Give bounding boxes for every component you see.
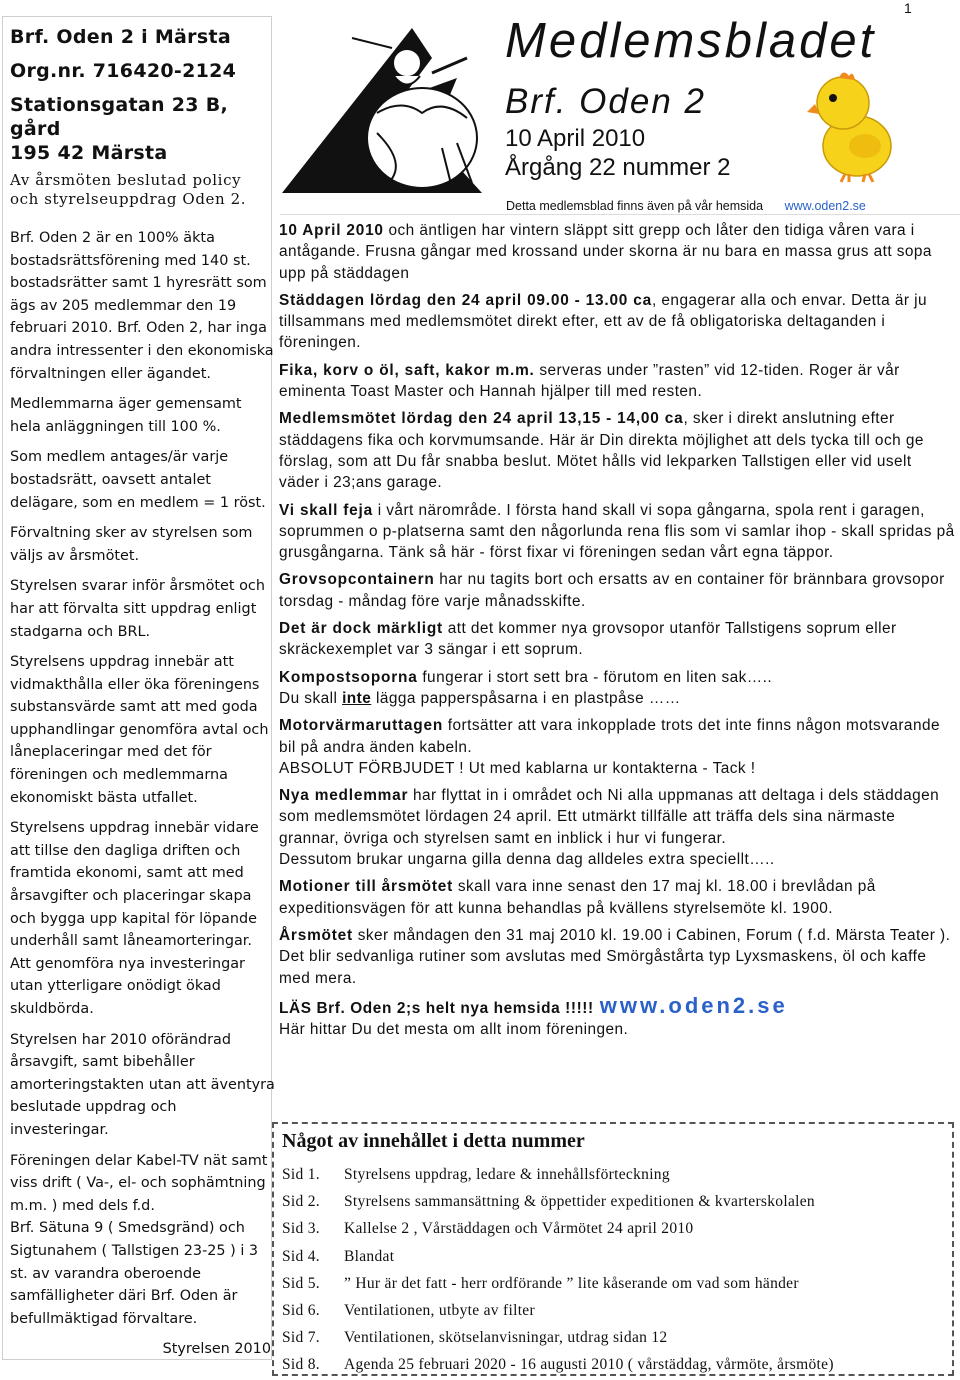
toc-text: Ventilationen, utbyte av filter (344, 1302, 535, 1320)
refreshments-heading: Fika, korv o öl, saft, kakor m.m. (279, 361, 535, 379)
sidebar-paragraph: Styrelsen svarar inför årsmötet och har att förvalta sitt uppdrag enligt stadgarna och BRL. (10, 578, 265, 640)
engine-heater-paragraph (279, 715, 955, 779)
new-members-text-2: Dessutom brukar ungarna gilla denna dag alldeles extra speciellt….. (279, 851, 775, 869)
sidebar-paragraph: Att genomföra nya investeringar utan ytterligare onödigt ökad skuldbörda. (10, 955, 245, 1017)
strange-paragraph (279, 618, 955, 661)
motions-paragraph (279, 876, 955, 919)
easter-chick-icon (805, 68, 895, 183)
bulky-waste-text: har nu tagits bort och ersatts av en container för brännbara grovsopor torsdag - måndag före varje månadsskifte. (279, 571, 945, 610)
toc-item (282, 1215, 952, 1242)
sidebar-paragraph: Styrelsens uppdrag innebär att vidmakthålla eller öka föreningens substansvärde samt att med goda upphandlingar genomföra avtal och låneplaceringar med det för föreningen och medlemmarna ekonomiskt bästa utfallet. (10, 654, 269, 806)
website-link[interactable]: www.oden2.se (784, 199, 866, 213)
toc-item (282, 1243, 952, 1270)
sidebar-paragraph: Styrelsen har 2010 oförändrad årsavgift, samt bibehåller amorteringstakten utan att äventyra beslutade uppdrag och investeringar. (10, 1031, 275, 1138)
new-members-paragraph (279, 785, 955, 870)
toc-page: Sid 2. (282, 1193, 320, 1211)
compost-text-2b: lägga papperspåsarna i en plastpåse …… (371, 689, 681, 707)
address-line-1: Stationsgatan 23 B, gård (10, 94, 228, 140)
engine-heater-heading: Motorvärmaruttagen (279, 717, 444, 735)
member-meeting-text: , sker i direkt anslutning efter städdagens fika och korvmumsande. Här är Din direkta möjlighet att dels tycka till och ge förslag, som att Du får snabba beslut. Mötet hålls vid lekparken Tallstigen eller vid uselt väder i 23;ans garage. (279, 410, 924, 492)
toc-page: Sid 1. (282, 1166, 320, 1183)
odin-logo-icon (282, 18, 497, 198)
refreshments-paragraph (279, 360, 955, 403)
sidebar-paragraph: Som medlem antages/är varje bostadsrätt, oavsett antalet delägare, som en medlem = 1 röst. (10, 449, 266, 511)
signature: Styrelsen 2010 (162, 1341, 271, 1358)
toc-item (282, 1297, 952, 1324)
compost-underline: inte (342, 689, 372, 707)
org-name: Brf. Oden 2 i Märsta (10, 26, 231, 48)
annual-meeting-text: sker måndagen den 31 maj 2010 kl. 19.00 i Cabinen, Forum ( f.d. Märsta Teater ). Det blir sedvanliga rutiner som avslutas med Smörgåstårta typ Lyxsmaskens, öl och kaffe med mera. (279, 926, 951, 987)
header-divider (280, 214, 960, 215)
intro-date: 10 April 2010 (279, 222, 384, 239)
toc-title: Något av innehållet i detta nummer (282, 1130, 585, 1152)
sidebar-paragraph: Medlemmarna äger gemensamt hela anläggningen till 100 %. (10, 396, 242, 435)
address-line-2: 195 42 Märsta (10, 142, 168, 164)
toc-page: Sid 6. (282, 1302, 320, 1320)
sweep-text: i vårt närområde. I första hand skall vi sopa gångarna, spola rent i garagen, soprummen o p-platserna samt den någorlunda rena flis som vi samlar ihop - skall spridas på grusgångarna. Tänk så här - först fixar vi föreningen sedan vårt egna täppor. (279, 501, 955, 562)
toc-page: Sid 4. (282, 1247, 320, 1265)
toc-text: Styrelsens sammansättning & öppettider expeditionen & kvarterskolalen (344, 1193, 815, 1211)
policy-subtitle-1: Av årsmöten beslutad policy (10, 171, 242, 189)
motions-heading: Motioner till årsmötet (279, 878, 454, 896)
annual-meeting-heading: Årsmötet (279, 926, 353, 944)
main-content (279, 220, 955, 1046)
toc-item (282, 1161, 952, 1188)
bulky-waste-paragraph (279, 569, 955, 612)
bulky-waste-heading: Grovsopcontainern (279, 571, 435, 589)
annual-meeting-paragraph (279, 925, 955, 989)
website-text: Här hittar Du det mesta om allt inom föreningen. (279, 1021, 629, 1039)
toc-text: Ventilationen, skötselanvisningar, utdrag sidan 12 (344, 1329, 668, 1347)
member-meeting-heading: Medlemsmötet lördag den 24 april 13,15 - 14,00 ca (279, 410, 684, 428)
compost-paragraph (279, 667, 955, 710)
compost-heading: Kompostsoporna (279, 668, 418, 686)
toc-item (282, 1188, 952, 1215)
page-number: 1 (904, 0, 912, 16)
sweep-paragraph (279, 500, 955, 564)
intro-text: och äntligen har vintern släppt sitt grepp och låter den tidiga våren vara i antågande. Frusna gångar med krossand under skorna är nu bara en massa grus att sopa upp på städdagen (279, 222, 932, 282)
cleanup-day-paragraph (279, 290, 955, 354)
issue-date: 10 April 2010 (505, 125, 646, 152)
website-big-link[interactable]: www.oden2.se (599, 992, 788, 1018)
sidebar-paragraph: Föreningen delar Kabel-TV nät samt viss drift ( Va-, el- och sophämtning m.m. ) med dels f.d. (10, 1152, 268, 1214)
toc-page: Sid 7. (282, 1329, 320, 1347)
intro-paragraph (279, 220, 955, 284)
toc-text: Kallelse 2 , Vårstäddagen och Vårmötet 24 april 2010 (344, 1220, 694, 1238)
toc-item (282, 1324, 952, 1351)
sidebar (2, 16, 275, 1360)
newsletter-title: Medlemsbladet (505, 14, 877, 68)
compost-text: fungerar i stort sett bra - förutom en liten sak….. (417, 668, 773, 686)
toc-text: Styrelsens uppdrag, ledare & innehållsförteckning (344, 1166, 670, 1183)
engine-heater-text: fortsätter att vara inkopplade trots det inte finns någon motsvarande bil på andra änden kabeln. (279, 717, 940, 756)
issue-volume: Årgång 22 nummer 2 (505, 154, 731, 181)
website-lead: LÄS Brf. Oden 2;s helt nya hemsida !!!!! (279, 999, 594, 1017)
member-meeting-paragraph (279, 408, 955, 493)
sidebar-body (10, 227, 275, 1361)
new-members-text: har flyttat in i området och Ni alla uppmanas att deltaga i dels städdagen som medlemsmötet lördagen 24 april. Ett utmärkt tillfälle att träffa dels sina närmaste grannar, övriga och styrelsen samt en inblick i hur vi fungerar. (279, 787, 940, 847)
toc-item (282, 1351, 952, 1378)
cleanup-day-text: , engagerar alla och envar. Detta är ju tillsammans med medlemsmötet direkt efter, ett av de få obligatoriska deltaganden i föreningen. (279, 291, 928, 352)
table-of-contents (272, 1122, 954, 1376)
toc-page: Sid 3. (282, 1220, 320, 1238)
toc-text: ” Hur är det fatt - herr ordförande ” lite kåserande om vad som händer (344, 1274, 799, 1292)
motions-text: skall vara inne senast den 17 maj kl. 18.00 i brevlådan på expeditionsvägen för att kunna behandlas på kvällens styrelsemöte kl. 1900. (279, 878, 876, 917)
strange-text: att det kommer nya grovsopor utanför Tallstigens soprum eller skräckexemplet var 3 sängar i ett soprum. (279, 620, 897, 659)
strange-heading: Det är dock märkligt (279, 620, 443, 638)
toc-text: Blandat (344, 1247, 395, 1265)
website-note (506, 199, 866, 213)
sidebar-paragraph: Styrelsens uppdrag innebär vidare att tillse den dagliga driften och framtida ekonomi, samt att med årsavgifter och placeringar skapa och bygga upp kapital för löpande underhåll samt låneamorteringar. (10, 820, 259, 950)
sidebar-paragraph: Förvaltning sker av styrelsen som väljs av årsmötet. (10, 525, 253, 564)
engine-heater-warning: ABSOLUT FÖRBJUDET ! Ut med kablarna ur kontakterna - Tack ! (279, 759, 756, 777)
toc-page: Sid 5. (282, 1274, 320, 1292)
toc-text: Agenda 25 februari 2020 - 16 augusti 2010 ( vårstäddag, vårmöte, årsmöte) (344, 1356, 834, 1374)
policy-subtitle-2: och styrelseuppdrag Oden 2. (10, 190, 247, 208)
org-number: Org.nr. 716420-2124 (10, 60, 237, 82)
toc-page: Sid 8. (282, 1356, 320, 1374)
sweep-heading: Vi skall feja (279, 501, 373, 519)
cleanup-day-heading: Städdagen lördag den 24 april 09.00 - 13.00 ca (279, 291, 652, 309)
compost-text-2a: Du skall (279, 689, 343, 707)
refreshments-text: serveras under ”rasten” vid 12-tiden. Roger är vår eminenta Toast Master och Hannah hjälper till med resten. (279, 361, 900, 401)
sidebar-paragraph: Brf. Oden 2 är en 100% äkta bostadsrättsförening med 140 st. bostadsrätter samt 1 hyresrätt som ägs av 205 medlemmar den 19 februari 2010. Brf. Oden 2, har inga andra intressenter i den ekonomiska förvaltningen eller ägandet. (10, 230, 274, 382)
new-members-heading: Nya medlemmar (279, 787, 409, 805)
website-note-text: Detta medlemsblad finns även på vår hemsida (506, 199, 764, 213)
website-paragraph (279, 992, 955, 1041)
toc-item (282, 1270, 952, 1297)
sidebar-paragraph: Brf. Sätuna 9 ( Smedsgränd) och Sigtunahem ( Tallstigen 23-25 ) i 3 st. av varandra oberoende samfälligheter däri Brf. Oden är befullmäktigad förvaltare. (10, 1220, 259, 1327)
masthead-org: Brf. Oden 2 (505, 82, 706, 121)
